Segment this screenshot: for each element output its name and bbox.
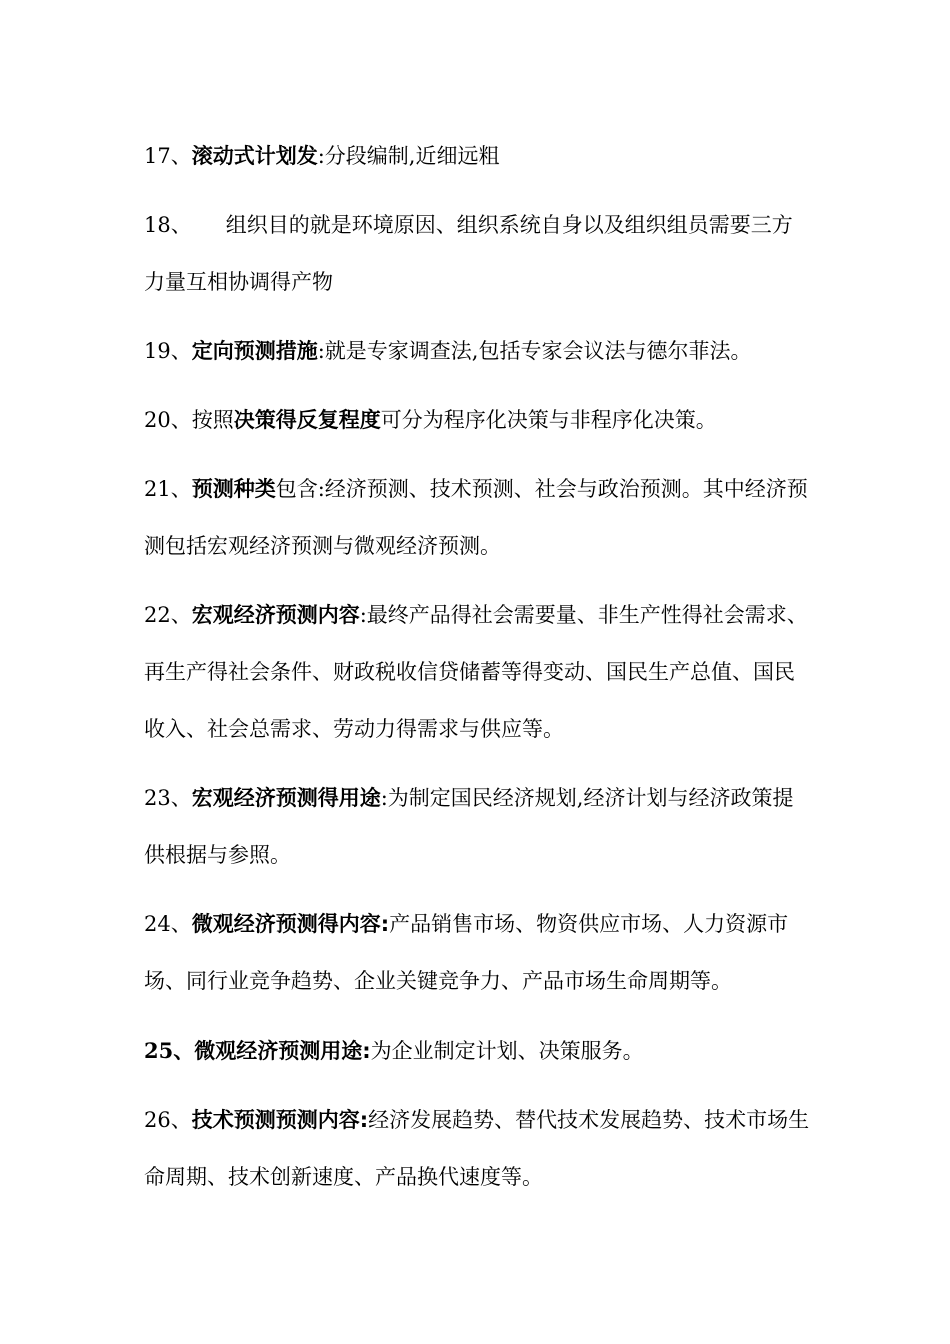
list-item-21 [144, 461, 812, 575]
item-keyword: 微观经济预测用途: [194, 1039, 371, 1063]
list-item-17 [144, 128, 812, 185]
item-text: :就是专家调查法,包括专家会议法与德尔菲法。 [317, 339, 752, 363]
list-item-23 [144, 770, 812, 884]
item-keyword: 技术预测预测内容: [191, 1108, 369, 1132]
item-text: 产品销售市场、物资供应市场、人力资源市场、同行业竞争趋势、企业关键竞争力、产品市场生命周期等。 [144, 912, 789, 993]
list-item-26 [144, 1092, 812, 1206]
item-number: 26、 [144, 1108, 192, 1132]
list-item-25 [144, 1022, 812, 1080]
item-keyword: 滚动式计划发 [191, 144, 318, 168]
item-keyword: 定向预测措施 [191, 339, 318, 363]
list-item-18 [144, 197, 812, 311]
item-keyword: 宏观经济预测得用途 [191, 786, 381, 810]
list-item-24 [144, 896, 812, 1010]
item-number: 23、 [144, 786, 192, 810]
item-text: :为制定国民经济规划,经济计划与经济政策提供根据与参照。 [144, 786, 794, 867]
list-item-20 [144, 392, 812, 449]
item-number: 20、 [144, 408, 192, 432]
item-text: 包含:经济预测、技术预测、社会与政治预测。其中经济预测包括宏观经济预测与微观经济预测。 [144, 477, 808, 558]
item-number: 17、 [144, 144, 192, 168]
item-number: 24、 [144, 912, 192, 936]
item-text: :最终产品得社会需要量、非生产性得社会需求、再生产得社会条件、财政税收信贷储蓄等得变动、国民生产总值、国民收入、社会总需求、劳动力得需求与供应等。 [144, 603, 808, 741]
item-number: 19、 [144, 339, 192, 363]
item-keyword: 决策得反复程度 [233, 408, 381, 432]
item-number: 21、 [144, 477, 192, 501]
document-body [144, 128, 812, 1218]
item-number: 22、 [144, 603, 192, 627]
item-number: 18、 [144, 213, 192, 237]
item-text: 可分为程序化决策与非程序化决策。 [380, 408, 717, 432]
item-keyword: 微观经济预测得内容: [191, 912, 390, 936]
item-text: 经济发展趋势、替代技术发展趋势、技术市场生命周期、技术创新速度、产品换代速度等。 [144, 1108, 810, 1189]
item-text: :分段编制,近细远粗 [317, 144, 500, 168]
item-number: 25、 [144, 1038, 195, 1063]
item-keyword: 预测种类 [191, 477, 276, 501]
item-text: 为企业制定计划、决策服务。 [370, 1039, 644, 1063]
item-prefix: 按照 [191, 408, 234, 432]
item-keyword: 宏观经济预测内容 [191, 603, 360, 627]
item-text: 组织目的就是环境原因、组织系统自身以及组织组员需要三方力量互相协调得产物 [144, 213, 793, 294]
list-item-19 [144, 323, 812, 380]
list-item-22 [144, 587, 812, 758]
